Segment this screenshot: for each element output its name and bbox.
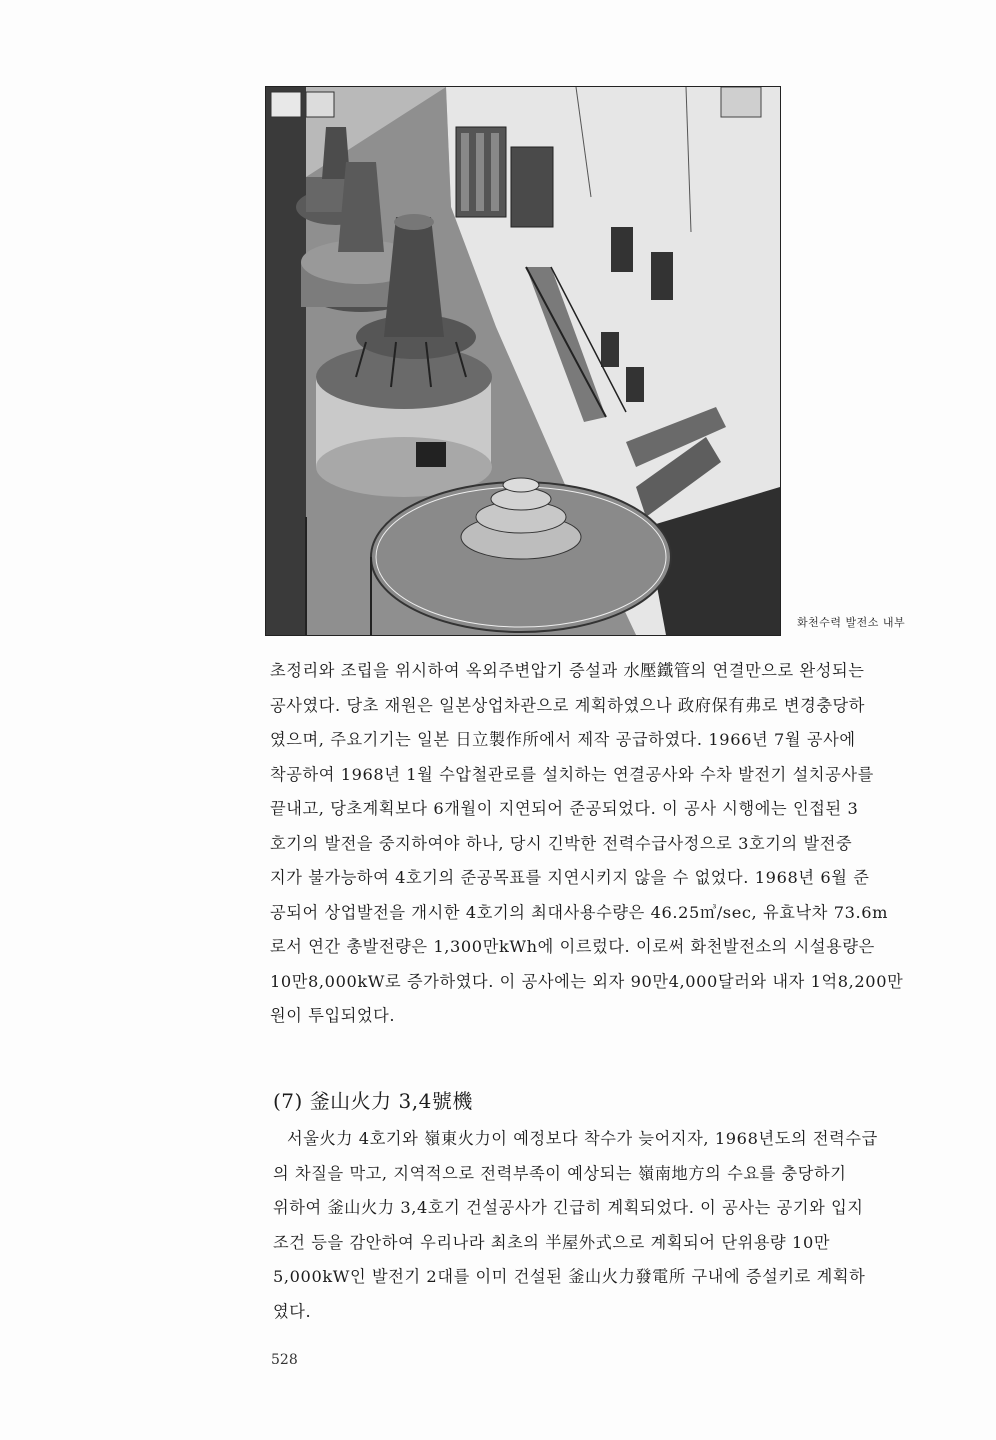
body-line: 초정리와 조립을 위시하여 옥외주변압기 증설과 水壓鐵管의 연결만으로 완성되는 <box>270 661 865 680</box>
body-line: 10만8,000kW로 증가하였다. 이 공사에는 외자 90만4,000달러와 내자 1억8,200만 <box>270 971 904 991</box>
section-line: 조건 등을 감안하여 우리나라 최초의 半屋外式으로 계획되어 단위용량 10만 <box>273 1232 831 1252</box>
section-line: 5,000kW인 발전기 2대를 이미 건설된 釜山火力發電所 구내에 증설키로 계획하 <box>273 1267 866 1286</box>
section-line: 의 차질을 막고, 지역적으로 전력부족이 예상되는 嶺南地方의 수요를 충당하기 <box>273 1163 847 1183</box>
body-line: 였으며, 주요기기는 일본 日立製作所에서 제작 공급하였다. 1966년 7월 공사에 <box>270 730 856 749</box>
photo-caption: 화천수력 발전소 내부 <box>797 616 906 629</box>
section-paragraph <box>273 1122 943 1329</box>
power-plant-interior-photo <box>265 86 781 636</box>
body-line: 끝내고, 당초계획보다 6개월이 지연되어 준공되었다. 이 공사 시행에는 인접된 3 <box>270 799 859 818</box>
body-line: 착공하여 1968년 1월 수압철관로를 설치하는 연결공사와 수차 발전기 설치공사를 <box>270 764 874 784</box>
page-number: 528 <box>271 1352 298 1368</box>
body-line: 공사였다. 당초 재원은 일본상업차관으로 계획하였으나 政府保有弗로 변경충당하 <box>270 695 866 715</box>
section-heading: (7) 釜山火力 3,4號機 <box>273 1089 473 1113</box>
section-line: 위하여 釜山火力 3,4호기 건설공사가 긴급히 계획되었다. 이 공사는 공기와 입지 <box>273 1198 864 1217</box>
body-line: 원이 투입되었다. <box>270 1006 396 1025</box>
body-line: 지가 불가능하여 4호기의 준공목표를 지연시키지 않을 수 없었다. 1968년 6월 준 <box>270 868 870 887</box>
body-line: 로서 연간 총발전량은 1,300만kWh에 이르렀다. 이로써 화천발전소의 시설용량은 <box>270 937 875 956</box>
section-line: 서울火力 4호기와 嶺東火力이 예정보다 착수가 늦어지자, 1968년도의 전력수급 <box>287 1129 878 1148</box>
section-line: 였다. <box>273 1301 312 1321</box>
body-line: 공되어 상업발전을 개시한 4호기의 최대사용수량은 46.25㎥/sec, 유효낙차 73.6m <box>270 902 889 922</box>
body-line: 호기의 발전을 중지하여야 하나, 당시 긴박한 전력수급사정으로 3호기의 발전중 <box>270 833 853 853</box>
body-paragraph <box>270 654 940 1034</box>
